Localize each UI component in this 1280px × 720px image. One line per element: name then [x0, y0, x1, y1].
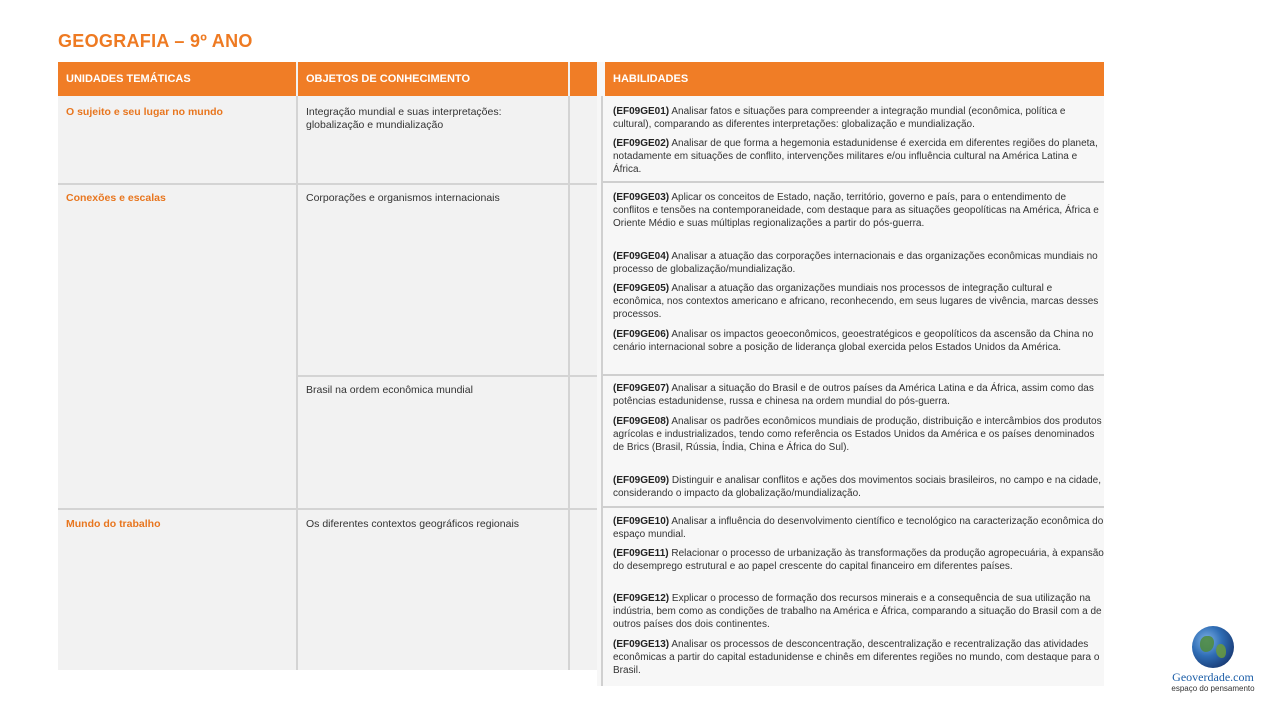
skill-text: Analisar fatos e situações para compreender a integração mundial (econômica, política e cultural), comparando as diferentes interpretações: globalização e mundialização. [613, 106, 1066, 131]
unit-cell: Mundo do trabalho [66, 518, 161, 530]
skill-item [613, 105, 1104, 131]
skill-text: Analisar os padrões econômicos mundiais de produção, distribuição e intercâmbios dos produtos agrícolas e industrializados, tendo como referência os Estados Unidos da América e os países denominados de Brics (Brasil, Rússia, Índia, China e África do Sul). [613, 416, 1102, 454]
skill-text: Distinguir e analisar conflitos e ações dos movimentos sociais brasileiros, no campo e na cidade, considerando o impacto da globalização/mundialização. [613, 475, 1102, 500]
header-unidades: UNIDADES TEMÁTICAS [58, 62, 296, 96]
skill-item [613, 137, 1104, 177]
skill-item [613, 282, 1104, 322]
skill-code: (EF09GE03) [613, 192, 670, 203]
page-title: GEOGRAFIA – 9º ANO [58, 31, 253, 51]
skill-code: (EF09GE05) [613, 283, 670, 294]
unit-cell: Conexões e escalas [66, 192, 166, 204]
skill-item [613, 547, 1104, 573]
skill-item [613, 592, 1104, 632]
object-cell: Integração mundial e suas interpretações: globalização e mundialização [306, 106, 502, 131]
skill-item [613, 328, 1104, 354]
skill-text: Aplicar os conceitos de Estado, nação, território, governo e país, para o entendimento de conflitos e tensões na contemporaneidade, com destaque para as situações geopolíticas na América, África e Oriente Médio e suas múltiplas regionalizações a partir do pós-guerra. [613, 192, 1099, 230]
object-cell: Brasil na ordem econômica mundial [306, 384, 473, 396]
skill-item [613, 415, 1104, 455]
right-table [597, 62, 1104, 686]
header-habilidades: HABILIDADES [605, 62, 1104, 96]
row-divider [602, 181, 1104, 183]
row-divider [602, 374, 1104, 376]
object-cell: Os diferentes contextos geográficos regionais [306, 518, 520, 530]
skill-text: Analisar a influência do desenvolvimento científico e tecnológico na caracterização econômica do espaço mundial. [613, 516, 1104, 541]
logo-tagline: espaço do pensamento [1171, 684, 1255, 693]
skill-item [613, 474, 1104, 500]
skill-code: (EF09GE04) [613, 251, 670, 262]
skill-text: Relacionar o processo de urbanização às transformações da produção agropecuária, à expansão do desemprego estrutural e ao papel crescente do capital financeiro em diferentes países. [613, 548, 1104, 573]
left-table [58, 62, 598, 670]
skill-code: (EF09GE06) [613, 329, 670, 340]
skill-text: Explicar o processo de formação dos recursos minerais e a consequência de sua utilização na indústria, bem como as condições de trabalho na América e África, comparando a situação do Brasil com a de outros países dos dois continentes. [613, 593, 1102, 631]
skill-item [613, 515, 1104, 541]
skill-code: (EF09GE07) [613, 383, 670, 394]
skill-code: (EF09GE11) [613, 548, 669, 559]
globe-icon [1192, 626, 1234, 668]
skill-text: Analisar a situação do Brasil e de outros países da América Latina e da África, assim como das potências estadunidense, russa e chinesa na ordem mundial do pós-guerra. [613, 383, 1094, 408]
skill-item [613, 638, 1104, 678]
skill-text: Analisar os processos de desconcentração, descentralização e recentralização das atividades econômicas a partir do capital estadunidense e chinês em diferentes regiões no mundo, com destaque para o Brasil. [613, 639, 1100, 677]
unit-cell: O sujeito e seu lugar no mundo [66, 106, 223, 118]
skill-item [613, 382, 1104, 408]
skill-code: (EF09GE10) [613, 516, 670, 527]
column-divider [601, 96, 603, 686]
skill-code: (EF09GE09) [613, 475, 670, 486]
header-spacer [570, 62, 598, 96]
skill-text: Analisar a atuação das organizações mundiais nos processos de integração cultural e econômica, nos contextos americano e africano, reconhecendo, em seus lugares de vivência, marcas desses processos. [613, 283, 1099, 321]
skill-code: (EF09GE08) [613, 416, 670, 427]
skill-item [613, 191, 1104, 231]
skill-item [613, 250, 1104, 276]
skill-code: (EF09GE02) [613, 138, 670, 149]
site-logo[interactable] [1163, 626, 1263, 696]
skill-text: Analisar os impactos geoeconômicos, geoestratégicos e geopolíticos da ascensão da China no cenário internacional sobre a posição de liderança global exercida pelos Estados Unidos da América. [613, 329, 1094, 354]
skill-text: Analisar de que forma a hegemonia estadunidense é exercida em diferentes regiões do planeta, notadamente em situações de conflito, intervenções militares e/ou influência cultural na América Latina e África. [613, 138, 1098, 176]
object-cell: Corporações e organismos internacionais [306, 192, 500, 204]
row-divider [602, 506, 1104, 508]
logo-name: Geoverdade.com [1172, 670, 1254, 684]
skill-code: (EF09GE01) [613, 106, 670, 117]
skill-code: (EF09GE13) [613, 639, 670, 650]
skill-code: (EF09GE12) [613, 593, 670, 604]
skill-text: Analisar a atuação das corporações internacionais e das organizações econômicas mundiais no processo de globalização/mundialização. [613, 251, 1098, 276]
header-objetos: OBJETOS DE CONHECIMENTO [298, 62, 568, 96]
